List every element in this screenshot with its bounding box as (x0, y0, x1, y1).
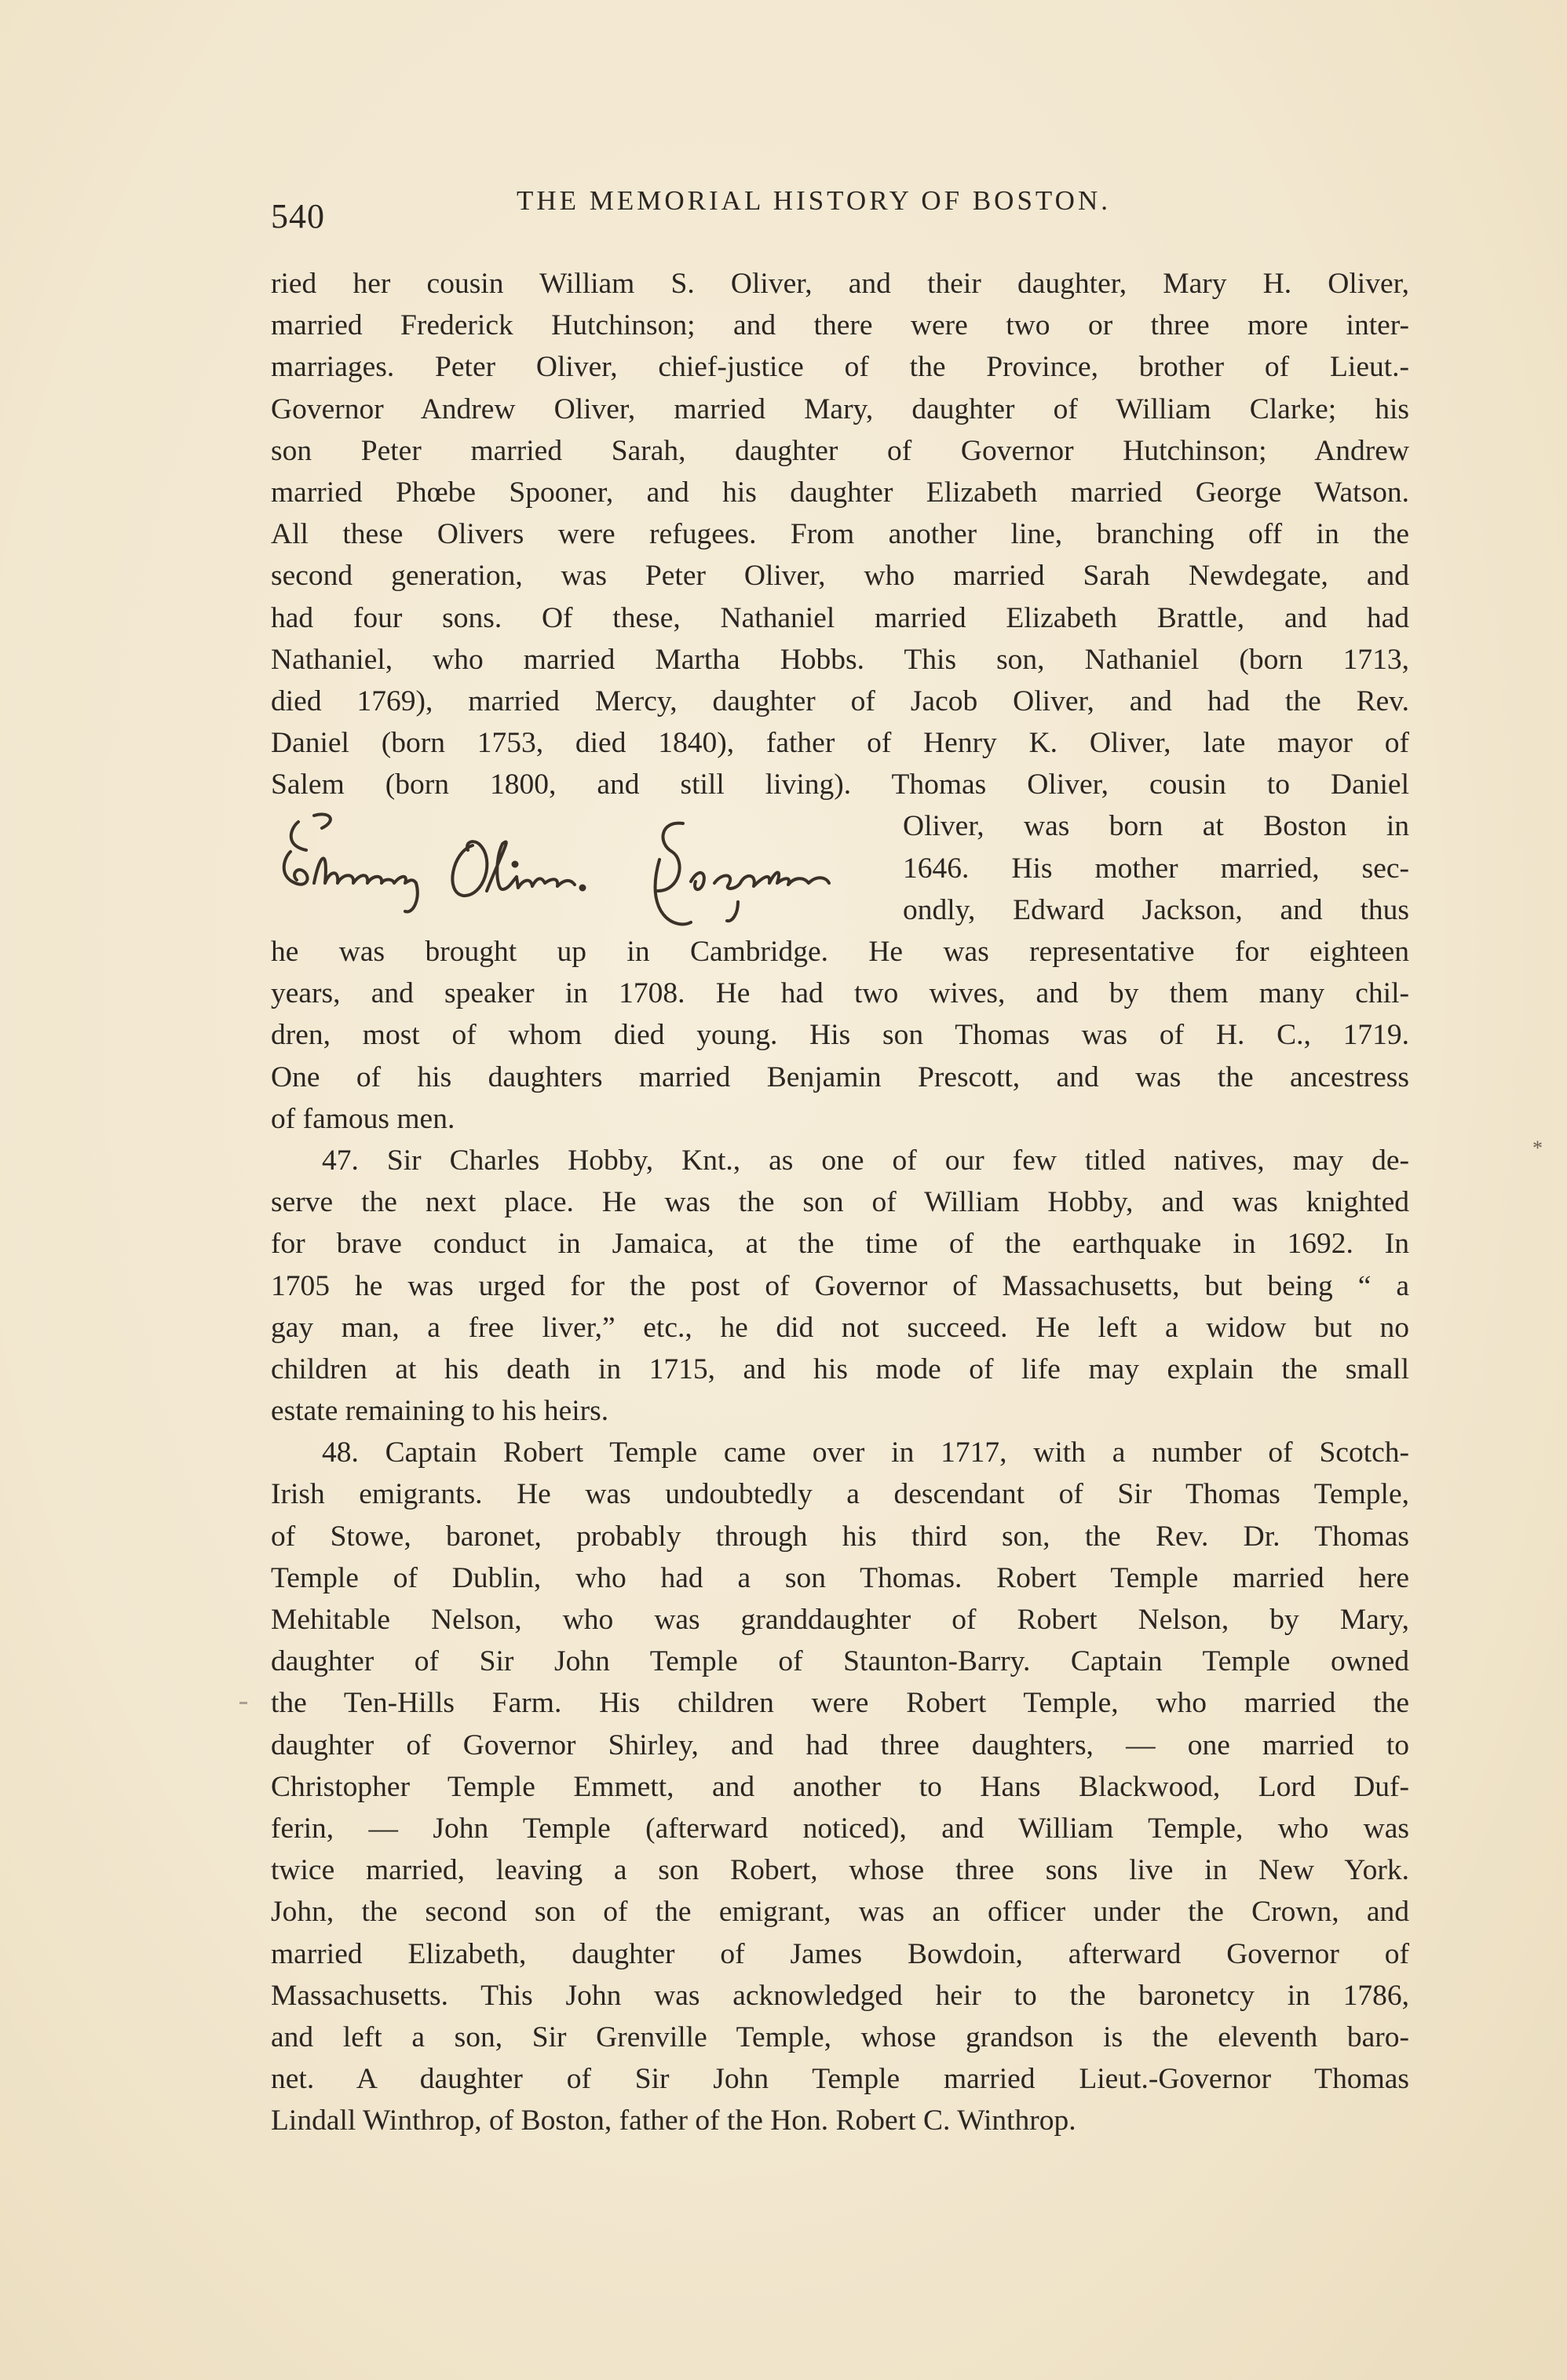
page-number: 540 (271, 197, 325, 235)
body-text (271, 263, 1409, 2141)
margin-asterisk: * (1532, 1137, 1543, 1159)
text-line: John, the second son of the emigrant, was an officer under the Crown, and (271, 1896, 1409, 1929)
text-line: died 1769), married Mercy, daughter of Jacob Oliver, and had the Rev. (271, 684, 1409, 717)
text-line: Lindall Winthrop, of Boston, father of the Hon. Robert C. Winthrop. (271, 2104, 1076, 2137)
text-line: and left a son, Sir Grenville Temple, whose grandson is the eleventh baro- (271, 2020, 1409, 2053)
text-line: of Stowe, baronet, probably through his third son, the Rev. Dr. Thomas (271, 1520, 1409, 1553)
text-line: ried her cousin William S. Oliver, and their daughter, Mary H. Oliver, (271, 268, 1409, 300)
text-line: Salem (born 1800, and still living). Thomas Oliver, cousin to Daniel (271, 768, 1409, 801)
text-line: daughter of Governor Shirley, and had three daughters, — one married to (271, 1728, 1409, 1761)
text-line: Governor Andrew Oliver, married Mary, daughter of William Clarke; his (271, 392, 1409, 425)
text-line: married Elizabeth, daughter of James Bowdoin, afterward Governor of (271, 1937, 1409, 1970)
running-title: THE MEMORIAL HISTORY OF BOSTON. (517, 185, 1111, 216)
text-line: he was brought up in Cambridge. He was representative for eighteen (271, 936, 1409, 968)
text-line: Nathaniel, who married Martha Hobbs. This son, Nathaniel (born 1713, (271, 643, 1409, 676)
text-line: of famous men. (271, 1102, 455, 1135)
text-line: the Ten-Hills Farm. His children were Robert Temple, who married the (271, 1687, 1409, 1720)
text-line: One of his daughters married Benjamin Prescott, and was the ancestress (271, 1060, 1409, 1093)
text-line: second generation, was Peter Oliver, who married Sarah Newdegate, and (271, 560, 1409, 593)
text-line: marriages. Peter Oliver, chief-justice of the Province, brother of Lieut.- (271, 351, 1409, 384)
text-line: twice married, leaving a son Robert, whose three sons live in New York. (271, 1854, 1409, 1887)
text-line: gay man, a free liver,” etc., he did not succeed. He left a widow but no (271, 1311, 1409, 1344)
text-line: for brave conduct in Jamaica, at the time of the earthquake in 1692. In (271, 1228, 1409, 1261)
text-line: married Phœbe Spooner, and his daughter Elizabeth married George Watson. (271, 476, 1409, 509)
text-line: Oliver, was born at Boston in (903, 810, 1409, 843)
text-line: married Frederick Hutchinson; and there were two or three more inter- (271, 309, 1409, 342)
text-line: Massachusetts. This John was acknowledged heir to the baronetcy in 1786, (271, 1979, 1409, 2012)
text-line: 1646. His mother married, sec- (903, 852, 1409, 885)
text-line: ondly, Edward Jackson, and thus (903, 893, 1409, 926)
text-line: Mehitable Nelson, who was granddaughter of Robert Nelson, by Mary, (271, 1604, 1409, 1636)
text-line: 48. Captain Robert Temple came over in 1717, with a number of Scotch- (322, 1436, 1409, 1469)
text-line: Temple of Dublin, who had a son Thomas. Robert Temple married here (271, 1561, 1409, 1594)
text-line: All these Olivers were refugees. From another line, branching off in the (271, 518, 1409, 551)
text-line: 1705 he was urged for the post of Governor of Massachusetts, but being “ a (271, 1269, 1409, 1302)
text-line: Daniel (born 1753, died 1840), father of Henry K. Oliver, late mayor of (271, 727, 1409, 760)
text-line: ferin, — John Temple (afterward noticed), and William Temple, who was (271, 1812, 1409, 1845)
text-line: serve the next place. He was the son of William Hobby, and was knighted (271, 1186, 1409, 1219)
text-line: daughter of Sir John Temple of Staunton-Barry. Captain Temple owned (271, 1645, 1409, 1678)
text-line: son Peter married Sarah, daughter of Governor Hutchinson; Andrew (271, 434, 1409, 467)
text-line: years, and speaker in 1708. He had two wives, and by them many chil- (271, 977, 1409, 1010)
text-line: estate remaining to his heirs. (271, 1395, 609, 1428)
text-line: children at his death in 1715, and his mode of life may explain the small (271, 1352, 1409, 1385)
margin-dash-mark (239, 1702, 247, 1704)
text-line: net. A daughter of Sir John Temple married Lieut.-Governor Thomas (271, 2063, 1409, 2096)
text-line: 47. Sir Charles Hobby, Knt., as one of our few titled natives, may de- (322, 1144, 1409, 1177)
text-line: Irish emigrants. He was undoubtedly a descendant of Sir Thomas Temple, (271, 1478, 1409, 1511)
text-line: had four sons. Of these, Nathaniel married Elizabeth Brattle, and had (271, 601, 1409, 634)
text-line: Christopher Temple Emmett, and another to Hans Blackwood, Lord Duf- (271, 1770, 1409, 1803)
running-head (271, 182, 1409, 235)
text-line: dren, most of whom died young. His son Thomas was of H. C., 1719. (271, 1019, 1409, 1052)
